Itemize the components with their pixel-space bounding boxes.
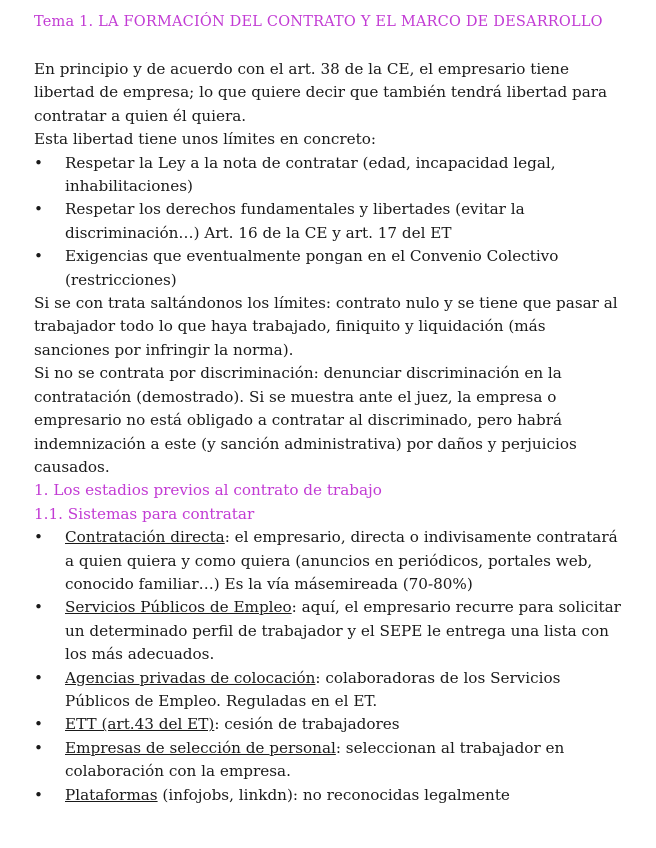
list-item: • Empresas de selección de personal: seleccionan al trabajador en colaboración con la empresa. — [34, 738, 565, 781]
list-item: • ETT (art.43 del ET): cesión de trabajadores — [34, 713, 624, 736]
list-item: • Plataformas (infojobs, linkdn): no reconocidas legalmente — [34, 784, 624, 807]
system-term: ETT (art.43 del ET) — [65, 715, 215, 734]
bullet-icon: • — [34, 200, 43, 219]
subsection-heading: 1.1. Sistemas para contratar — [34, 504, 255, 523]
limits-list — [34, 152, 624, 292]
bullet-icon: • — [34, 247, 43, 266]
list-item: • Exigencias que eventualmente pongan en el Convenio Colectivo (restricciones) — [34, 247, 559, 289]
bullet-icon: • — [34, 785, 43, 804]
list-item: • Contratación directa: el empresario, directa o indivisamente contratará a quien quiera y como quiera (anuncios en periódicos, portales web, conocido familiar…) Es la vía másemireada (70-80%) — [34, 528, 618, 593]
document-title: Tema 1. LA FORMACIÓN DEL CONTRATO Y EL MARCO DE DESARROLLO — [34, 14, 603, 30]
system-term: Agencias privadas de colocación — [65, 668, 316, 687]
section-heading: 1. Los estadios previos al contrato de trabajo — [34, 481, 382, 500]
bullet-icon: • — [34, 715, 43, 734]
bullet-icon: • — [34, 528, 43, 547]
list-item: • Respetar la Ley a la nota de contratar (edad, incapacidad legal, inhabilitaciones) — [34, 153, 556, 196]
list-item: • Agencias privadas de colocación: colaboradoras de los Servicios Públicos de Empleo. Reguladas en el ET. — [34, 668, 561, 710]
bullet-icon: • — [34, 668, 43, 687]
system-term: Empresas de selección de personal — [65, 738, 336, 757]
list-item: • Servicios Públicos de Empleo: aquí, el empresario recurre para solicitar un determinado perfil de trabajador y el SEPE le entrega una lista con los más adecuados. — [34, 598, 621, 664]
limits-intro: Esta libertad tiene unos límites en concreto: — [34, 130, 376, 149]
bullet-icon: • — [34, 738, 43, 757]
intro-paragraph: En principio y de acuerdo con el art. 38 de la CE, el empresario tiene libertad de empresa; lo que quiere decir que también tendrá libertad para contratar a quien él quiera. — [34, 60, 608, 125]
system-term: Plataformas — [65, 785, 158, 804]
list-item: • Respetar los derechos fundamentales y libertades (evitar la discriminación…) Art. 16 de la CE y art. 17 del ET — [34, 200, 525, 242]
system-term: Servicios Públicos de Empleo — [65, 598, 292, 617]
null-contract-paragraph: Si se con trata saltándonos los límites: contrato nulo y se tiene que pasar al trabajador todo lo que haya trabajado, finiquito y liquidación (más sanciones por infringir la norma). — [34, 294, 618, 359]
discrimination-paragraph: Si no se contrata por discriminación: denunciar discriminación en la contratación (demostrado). Si se muestra ante el juez, la empresa o empresario no está obligado a contratar al discriminado, pero habrá indemnización a este (y sanción administrativa) por daños y perjuicios causados. — [34, 364, 577, 476]
hiring-systems-list — [34, 526, 624, 807]
document-page — [34, 10, 624, 807]
bullet-icon: • — [34, 153, 43, 172]
bullet-icon: • — [34, 598, 43, 617]
system-term: Contratación directa — [65, 528, 225, 547]
